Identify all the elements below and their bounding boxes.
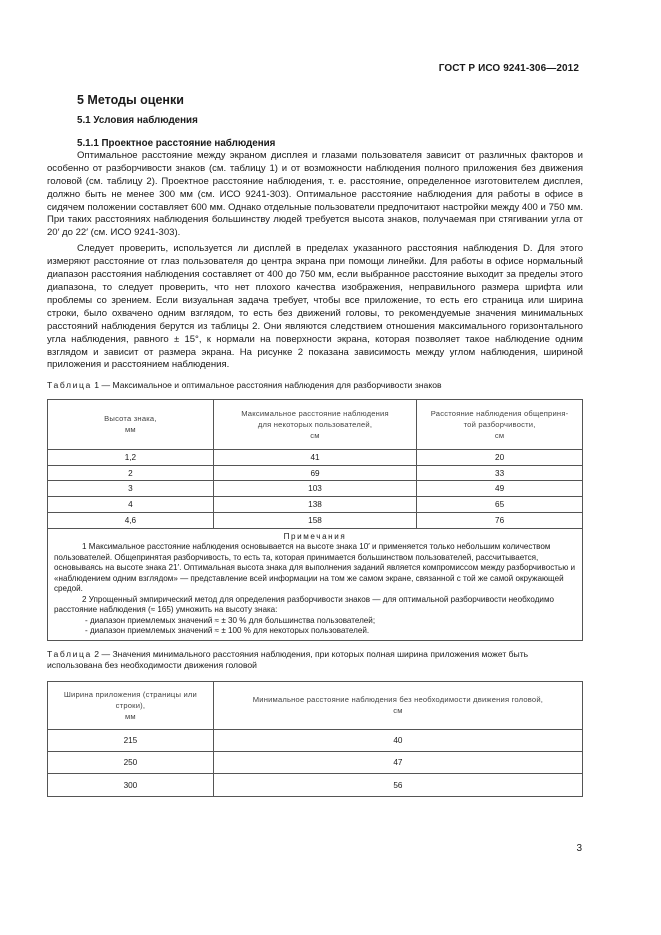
table-cell: 76 [417, 513, 583, 529]
table2-caption-text: 2 — Значения минимального расстояния наблюдения, при которых полная ширина приложения может быть использована без необходимости движения головой [47, 648, 529, 671]
table-row [48, 481, 583, 497]
note-1: 1 Максимальное расстояние наблюдения основывается на высоте знака 10′ и применяется только небольшим количеством пользователей. Общепринятая разборчивость, то есть та, которая принимается большинством пользователей, рассчитывается, основываясь на высоте знака 21′. Оптимальная высота знака для выполнения заданий является компромиссом между разборчивостью и «наблюдением одним взглядом» — представление всей информации на том же самом экране, связанной с той же самой окружающей средой. [54, 542, 576, 594]
table-row [48, 465, 583, 481]
document-standard-header: ГОСТ Р ИСО 9241-306—2012 [438, 63, 579, 74]
paragraph: Следует проверить, используется ли дисплей в пределах указанного расстояния наблюдения D. Для этого измеряют расстояние от глаз пользователя до центра экрана при помощи линейки. Для работы в офисе нормальный диапазон расстояния наблюдения составляет от 400 до 750 мм, если выбранное расстояние выходит за пределы этого диапазона, то следует проверить, что нет плохого качества изображения, неправильного размера шрифта или проблемы со зрением. Если визуальная задача требует, чтобы все приложение, то есть его страница или ширина строки, было охвачено одним взглядом, то есть без движений головы, то рекомендуемые значения минимальных расстояний наблюдения берутся из таблицы 2. Они являются следствием отношения максимального горизонтального угла наблюдения, равного ± 15°, к нормали на поверхности экрана, которая позволяет такое наблюдение одним взглядом и зависит от размера экрана. На рисунке 2 показана зависимость между углом наблюдения, шириной приложения и расстоянием наблюдения. [47, 243, 583, 371]
table-cell: 49 [417, 481, 583, 497]
table-cell: 250 [48, 752, 214, 774]
table1 [47, 399, 583, 641]
table-row [48, 774, 583, 796]
table-cell: 33 [417, 465, 583, 481]
table1-header-cell: Высота знака, мм [48, 399, 214, 449]
table-cell: 103 [213, 481, 416, 497]
note-2: 2 Упрощенный эмпирический метод для определения разборчивости знаков — для оптимальной разборчивости необходимо расстояние наблюдения (≈ 165) умножить на высоту знака: [54, 594, 555, 615]
table1-header-row [48, 399, 583, 449]
table1-header-cell: Максимальное расстояние наблюдения для некоторых пользователей, см [213, 399, 416, 449]
table1-notes-row [48, 528, 583, 640]
table1-caption-label: Таблица [47, 380, 92, 391]
table-cell: 20 [417, 449, 583, 465]
section-title: 5 Методы оценки [77, 93, 184, 107]
page-content [47, 92, 583, 797]
table2-header-row [48, 681, 583, 729]
table-row [48, 729, 583, 751]
table-row [48, 449, 583, 465]
table-cell: 47 [213, 752, 582, 774]
table-row [48, 752, 583, 774]
table1-caption [47, 380, 583, 392]
table-cell: 56 [213, 774, 582, 796]
page-number: 3 [576, 843, 582, 854]
table2 [47, 681, 583, 797]
notes-title: Примечания [283, 531, 347, 541]
paragraph: Оптимальное расстояние между экраном дисплея и глазами пользователя зависит от различных факторов и особенно от разборчивости знаков (см. таблицу 1) и от возможности наблюдения полного приложения без движения головой (см. таблицу 2). Проектное расстояние наблюдения, т. е. расстояние, определенное изготовителем дисплея, должно быть не менее 300 мм (см. ИСО 9241-303). Оптимальное расстояние наблюдения для работы в офисе в сидячем положении составляет 600 мм. Однако отдельные пользователи предпочитают настройки между 400 и 750 мм. При таких расстояниях наблюдения большинству людей требуется высота знаков, получаемая при стягивании угла от 20′ до 22′ (см. ИСО 9241-303). [47, 149, 583, 239]
table-cell: 69 [213, 465, 416, 481]
table-cell: 138 [213, 497, 416, 513]
table-cell: 2 [48, 465, 214, 481]
table1-notes [48, 528, 583, 640]
table-cell: 1,2 [48, 449, 214, 465]
table-cell: 300 [48, 774, 214, 796]
table1-caption-text: 1 — Максимальное и оптимальное расстояния наблюдения для разборчивости знаков [91, 380, 442, 391]
table-cell: 158 [213, 513, 416, 529]
table1-header-cell: Расстояние наблюдения общеприня- той разборчивости, см [417, 399, 583, 449]
note-2-item: - диапазон приемлемых значений ≈ ± 30 % для большинства пользователей; [85, 615, 376, 625]
subsubsection-title: 5.1.1 Проектное расстояние наблюдения [77, 137, 276, 149]
table-cell: 3 [48, 481, 214, 497]
table2-header-cell: Ширина приложения (страницы или строки), мм [48, 681, 214, 729]
table-cell: 215 [48, 729, 214, 751]
table2-caption [47, 649, 583, 672]
table-cell: 40 [213, 729, 582, 751]
table-cell: 41 [213, 449, 416, 465]
subsection-title: 5.1 Условия наблюдения [77, 115, 198, 126]
table-row [48, 513, 583, 529]
table2-caption-label: Таблица [47, 648, 92, 659]
table-cell: 4 [48, 497, 214, 513]
table-cell: 4,6 [48, 513, 214, 529]
table-cell: 65 [417, 497, 583, 513]
note-2-item: - диапазон приемлемых значений ≈ ± 100 % для некоторых пользователей. [85, 626, 370, 636]
table2-header-cell: Минимальное расстояние наблюдения без необходимости движения головой, см [213, 681, 582, 729]
table-row [48, 497, 583, 513]
